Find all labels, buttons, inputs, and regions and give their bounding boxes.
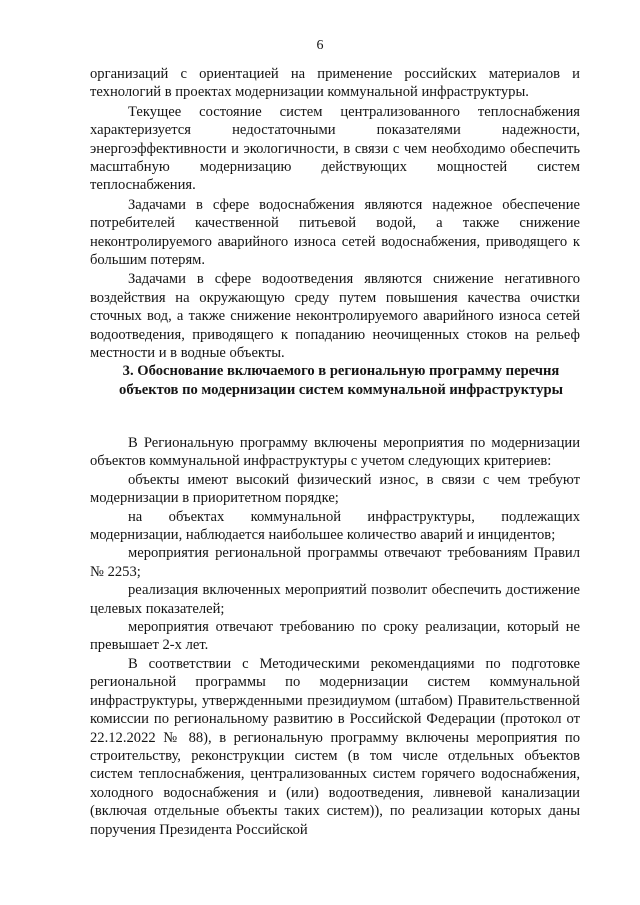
criterion-term: мероприятия отвечают требованию по сроку реализации, который не превышает 2-х лет. xyxy=(90,619,580,654)
criterion-rules: мероприятия региональной программы отвечают требованиям Правил № 2253; xyxy=(90,545,580,580)
body-top xyxy=(90,65,580,363)
paragraph-continuation: организаций с ориентацией на применение российских материалов и технологий в проектах модернизации коммунальной инфраструктуры. xyxy=(90,66,580,101)
section-title: Обоснование включаемого в региональную программу перечня объектов по модернизации систем коммунальной инфраструктуры xyxy=(119,363,563,398)
paragraph-methodology: В соответствии с Методическими рекомендациями по подготовке региональной программы по модернизации систем коммунальной инфраструктуры, утвержденными президиумом (штабом) Правительственной комиссии по региональному развитию в Российской Федерации (протокол от 22.12.2022 № 88), в региональную программу включены мероприятия по строительству, реконструкции систем (в том числе отдельных объектов систем теплоснабжения, централизованных систем горячего водоснабжения, холодного водоснабжения и (или) водоотведения, ливневой канализации (включая отдельные объекты таких систем)), по реализации которых даны поручения Президента Российской xyxy=(90,655,580,838)
section-number: 3. xyxy=(122,363,134,379)
criterion-wear: объекты имеют высокий физический износ, в связи с чем требуют модернизации в приоритетном порядке; xyxy=(90,471,580,507)
paragraph-heat-supply: Текущее состояние систем централизованного теплоснабжения характеризуется недостаточными показателями надежности, энергоэффективности и экологичности, в связи с чем необходимо обеспечить масштабную модернизацию действующих мощностей систем теплоснабжения. xyxy=(90,103,580,194)
page-number: 6 xyxy=(316,38,324,53)
paragraph-water-supply: Задачами в сфере водоснабжения являются надежное обеспечение потребителей качественной питьевой водой, а также снижение неконтролируемого аварийного износа сетей водоснабжения, приводящего к большим потерям. xyxy=(90,196,580,269)
paragraph-criteria-intro: В Региональную программу включены мероприятия по модернизации объектов коммунальной инфраструктуры с учетом следующих критериев: xyxy=(90,435,580,470)
body-bottom xyxy=(90,434,580,839)
criterion-accidents: на объектах коммунальной инфраструктуры, подлежащих модернизации, наблюдается наибольшее количество аварий и инцидентов; xyxy=(90,508,580,544)
criterion-targets: реализация включенных мероприятий позволит обеспечить достижение целевых показателей; xyxy=(90,582,580,617)
paragraph-water-disposal: Задачами в сфере водоотведения являются снижение негативного воздействия на окружающую среду путем повышения качества очистки сточных вод, а также снижение неконтролируемого аварийного износа сетей водоотведения, приводящего к попаданию неочищенных стоков на рельеф местности и в водные объекты. xyxy=(90,271,580,362)
section-heading xyxy=(106,362,576,400)
